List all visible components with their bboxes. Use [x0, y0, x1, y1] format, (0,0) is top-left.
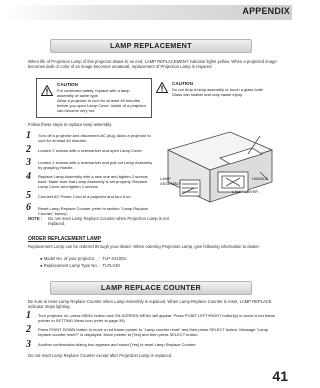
label-lamp-assembly: LAMP ASSEMBLY [160, 176, 182, 186]
step-number: 1 [26, 130, 31, 141]
step-text: Turn projector on, press MENU button and ON-SCREEN MENU will appear. Press POINT LEFT/RIGHT button(s) to move a red frame pointer to SETTING Menu icon (refer to page 39). [38, 313, 276, 323]
caution-text-2: Do not drop a lamp assembly or touch a glass bulb! Glass can shatter and may cause injury. [172, 87, 264, 97]
label-handle: HANDLE [252, 176, 269, 181]
caution-text-1b: Allow a projector to cool for at least 45 minutes before you open Lamp Cover. Inside of a projector can become very hot. [57, 98, 146, 113]
section-title-lamp-replacement: LAMP REPLACEMENT [50, 39, 252, 53]
warning-triangle-icon [41, 83, 53, 101]
lamp-replacement-illustration [160, 120, 280, 210]
note-text: Do not reset Lamp Replace Counter when Projection Lamp is not replaced. [48, 216, 169, 227]
step-text: Loosen 2 screws with a screwdriver and open Lamp Cover. [38, 148, 143, 153]
step-text: Another confirmation dialog box appears and select [Yes] to reset Lamp Replace Counter. [38, 342, 197, 347]
counter-intro: Be sure to reset Lamp Replace Counter when Lamp Assembly is replaced. When Lamp Replace Counter is reset, LAMP REPLACE indicator stops lighting. [28, 299, 272, 310]
step-number: 2 [26, 324, 31, 335]
follow-steps-text: Follow these steps to replace lamp assembly. [28, 122, 113, 127]
counter-footer: Do not reset Lamp Replace Counter except after Projection Lamp is replaced. [28, 353, 173, 358]
step-number: 5 [26, 190, 31, 201]
step-text: Connect AC Power Cord to a projector and turn it on. [38, 194, 132, 199]
order-heading: ORDER REPLACEMENT LAMP [28, 236, 102, 242]
order-text: Replacement Lamp can be ordered through your dealer. When ordering Projection Lamp, give following information to dealer. [28, 244, 260, 249]
lamp-intro-text: When life of Projection Lamp of this projector draws to an end, LAMP REPLACEMENT indicator lights yellow. When a projected image becomes dark or color of an image becomes unnatural, replacement of Projection Lamp is required. [28, 59, 277, 70]
caution-heading-1: CAUTION [57, 82, 78, 87]
step-number: 2 [26, 144, 31, 155]
caution-text-1a: For continued safety, replace with a lamp assembly of same type. [57, 88, 130, 98]
order-lamp-type: ● Replacement Lamp Type No. : TLPLX40 [40, 263, 120, 268]
step-number: 6 [26, 202, 31, 213]
step-number: 4 [26, 171, 31, 182]
step-text: Reset Lamp Replace Counter (refer to section "Lamp Replace Counter" below). [38, 206, 148, 216]
note-label: NOTE : [28, 216, 43, 221]
step-number: 3 [26, 339, 31, 350]
step-text: Replace Lamp Assembly with a new one and tighten 2 screws back. Make sure that Lamp Assembly is set properly. Replace Lamp Cover and tighten 2 screws. [38, 174, 148, 189]
order-model: ● Model No. of your projector : TLP-X4100U [40, 256, 127, 261]
page-header-title: APPENDIX [242, 6, 290, 16]
step-text: Press POINT DOWN button to move a red frame pointer to "Lamp counter reset" and then press SELECT button. Message "Lamp replace counter reset?" is displayed. Move pointer to [Yes] and then press SELECT button. [38, 327, 268, 337]
section-title-lamp-counter: LAMP REPLACE COUNTER [50, 281, 252, 295]
page-number: 41 [272, 368, 288, 384]
step-number: 1 [26, 310, 31, 321]
step-text: Loosen 2 screws with a screwdriver and pull out Lamp Assembly by grasping Handle. [38, 160, 153, 170]
label-lamp-cover: LAMP COVER [232, 189, 259, 194]
step-number: 3 [26, 157, 31, 168]
caution-box-1 [36, 78, 152, 118]
step-text: Turn off a projector and disconnect AC plug. Allow a projector to cool for at least 45 minutes. [38, 133, 151, 143]
caution-heading-2: CAUTION [172, 81, 193, 86]
warning-triangle-icon-2 [156, 80, 168, 91]
